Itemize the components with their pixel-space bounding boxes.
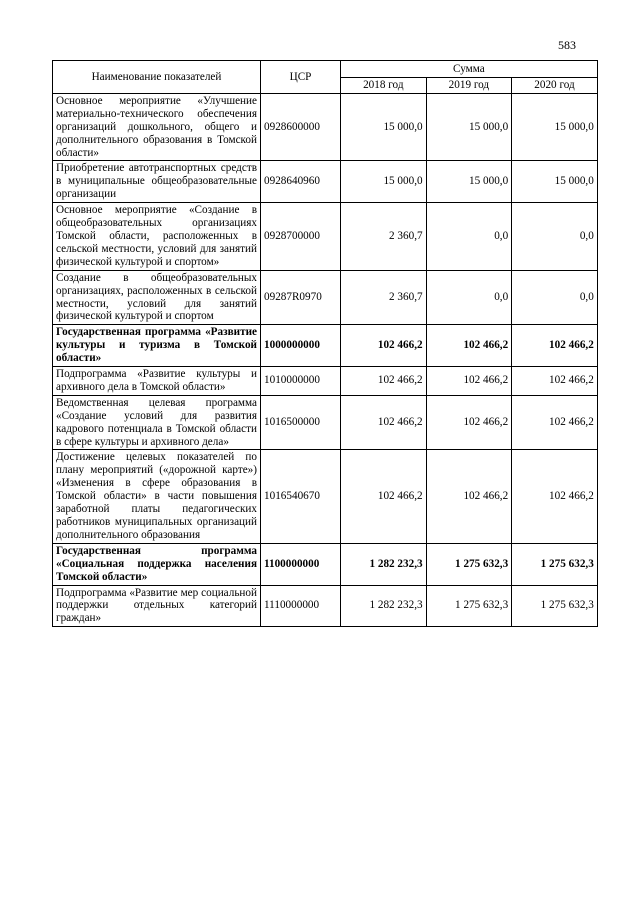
row-value-2018: 2 360,7 bbox=[341, 270, 427, 325]
table-row bbox=[53, 93, 598, 161]
row-value-2020: 0,0 bbox=[512, 203, 598, 271]
row-value-2019: 102 466,2 bbox=[426, 325, 512, 367]
row-value-2018: 1 282 232,3 bbox=[341, 585, 427, 627]
table-row bbox=[53, 395, 598, 450]
table-row bbox=[53, 325, 598, 367]
row-value-2020: 102 466,2 bbox=[512, 395, 598, 450]
row-csr-cell: 0928600000 bbox=[261, 93, 341, 161]
row-csr-cell: 1016500000 bbox=[261, 395, 341, 450]
row-csr-cell: 1016540670 bbox=[261, 450, 341, 543]
budget-table bbox=[52, 60, 598, 627]
row-csr-cell: 1100000000 bbox=[261, 543, 341, 585]
row-name-cell: Государственная программа «Развитие культуры и туризма в Томской области» bbox=[53, 325, 261, 367]
row-name-cell: Подпрограмма «Развитие мер социальной поддержки отдельных категорий граждан» bbox=[53, 585, 261, 627]
row-value-2019: 1 275 632,3 bbox=[426, 543, 512, 585]
row-value-2019: 102 466,2 bbox=[426, 367, 512, 396]
row-value-2018: 1 282 232,3 bbox=[341, 543, 427, 585]
header-year-2020: 2020 год bbox=[512, 78, 598, 94]
table-row bbox=[53, 585, 598, 627]
row-value-2020: 102 466,2 bbox=[512, 367, 598, 396]
row-value-2020: 1 275 632,3 bbox=[512, 543, 598, 585]
row-name-cell: Государственная программа «Социальная поддержка населения Томской области» bbox=[53, 543, 261, 585]
row-csr-cell: 1110000000 bbox=[261, 585, 341, 627]
table-row bbox=[53, 543, 598, 585]
row-value-2018: 102 466,2 bbox=[341, 367, 427, 396]
row-value-2019: 1 275 632,3 bbox=[426, 585, 512, 627]
row-value-2020: 15 000,0 bbox=[512, 161, 598, 203]
row-value-2019: 0,0 bbox=[426, 203, 512, 271]
row-csr-cell: 1000000000 bbox=[261, 325, 341, 367]
row-value-2018: 102 466,2 bbox=[341, 395, 427, 450]
header-year-2019: 2019 год bbox=[426, 78, 512, 94]
row-value-2019: 0,0 bbox=[426, 270, 512, 325]
row-name-cell: Основное мероприятие «Улучшение материально-технического обеспечения организаций дошкольного, общего и дополнительного образования в Томской области» bbox=[53, 93, 261, 161]
row-csr-cell: 0928700000 bbox=[261, 203, 341, 271]
header-year-2018: 2018 год bbox=[341, 78, 427, 94]
row-value-2020: 15 000,0 bbox=[512, 93, 598, 161]
table-row bbox=[53, 161, 598, 203]
header-sum: Сумма bbox=[341, 61, 598, 78]
header-name: Наименование показателей bbox=[53, 61, 261, 94]
row-name-cell: Приобретение автотранспортных средств в муниципальные общеобразовательные организации bbox=[53, 161, 261, 203]
row-csr-cell: 1010000000 bbox=[261, 367, 341, 396]
row-value-2019: 102 466,2 bbox=[426, 450, 512, 543]
row-value-2020: 1 275 632,3 bbox=[512, 585, 598, 627]
table-row bbox=[53, 203, 598, 271]
row-value-2018: 102 466,2 bbox=[341, 450, 427, 543]
table-body bbox=[53, 93, 598, 626]
row-value-2018: 15 000,0 bbox=[341, 161, 427, 203]
header-csr: ЦСР bbox=[261, 61, 341, 94]
row-value-2019: 15 000,0 bbox=[426, 161, 512, 203]
row-csr-cell: 09287R0970 bbox=[261, 270, 341, 325]
row-name-cell: Подпрограмма «Развитие культуры и архивного дела в Томской области» bbox=[53, 367, 261, 396]
row-value-2018: 15 000,0 bbox=[341, 93, 427, 161]
row-value-2020: 102 466,2 bbox=[512, 325, 598, 367]
row-value-2019: 102 466,2 bbox=[426, 395, 512, 450]
row-value-2018: 2 360,7 bbox=[341, 203, 427, 271]
row-value-2018: 102 466,2 bbox=[341, 325, 427, 367]
table-row bbox=[53, 450, 598, 543]
row-name-cell: Основное мероприятие «Создание в общеобразовательных организациях Томской области, расположенных в сельской местности, условий для занятий физической культурой и спортом» bbox=[53, 203, 261, 271]
table-row bbox=[53, 367, 598, 396]
row-name-cell: Ведомственная целевая программа «Создание условий для развития кадрового потенциала в Томской области в сфере культуры и архивного дела» bbox=[53, 395, 261, 450]
row-name-cell: Достижение целевых показателей по плану мероприятий («дорожной карте») «Изменения в сфере образования в Томской области» в части повышения заработной платы педагогических работников муниципальных организаций дополнительного образования bbox=[53, 450, 261, 543]
row-value-2020: 102 466,2 bbox=[512, 450, 598, 543]
row-value-2019: 15 000,0 bbox=[426, 93, 512, 161]
row-name-cell: Создание в общеобразовательных организациях, расположенных в сельской местности, условий для занятий физической культурой и спортом bbox=[53, 270, 261, 325]
row-value-2020: 0,0 bbox=[512, 270, 598, 325]
page-number: 583 bbox=[558, 38, 576, 52]
row-csr-cell: 0928640960 bbox=[261, 161, 341, 203]
table-row bbox=[53, 270, 598, 325]
